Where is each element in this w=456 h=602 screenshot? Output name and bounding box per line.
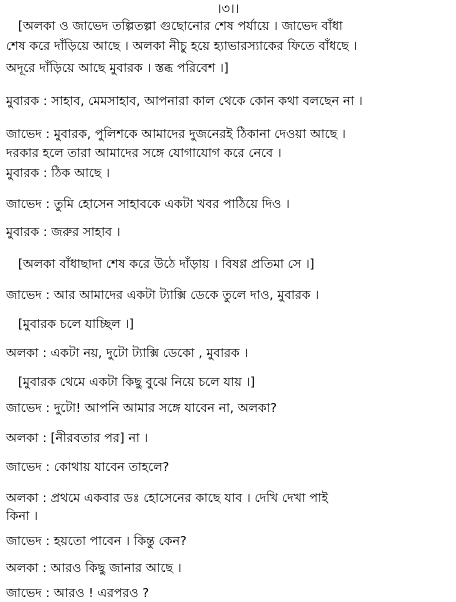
stage-direction-line: অদূরে দাঁড়িয়ে আছে মুবারক । স্তব্ধ পরিবেশ ।] [6, 60, 229, 75]
stage-direction-line: [অলকা ও জাভেদ তল্পিতল্পা গুছোনোর শেষ পর্যায়ে । জাভেদ বাঁধা [18, 18, 343, 33]
dialogue-line: অলকা : [নীরবতার পর] না । [6, 430, 149, 445]
stage-direction-line: শেষ করে দাঁড়িয়ে আছে । অলকা নীচু হয়ে হ্যাভারস্যাকের ফিতে বাঁধছে । [6, 38, 358, 53]
dialogue-line: মুবারক : ঠিক আছে । [6, 165, 110, 180]
dialogue-line: জাভেদ : কোথায় যাবেন তাহলে? [6, 459, 170, 474]
stage-direction-line: [মুবারক চলে যাচ্ছিল ।] [18, 316, 134, 331]
stage-direction-line: [মুবারক থেমে একটা কিছু বুঝে নিয়ে চলে যায় ।] [18, 374, 256, 389]
dialogue-line: মুবারক : জরুর সাহাব । [6, 224, 121, 239]
dialogue-line: জাভেদ : দুটো! আপনি আমার সঙ্গে যাবেন না, অলকা? [6, 400, 277, 415]
dialogue-line: অলকা : একটা নয়, দুটো ট্যাক্সি ডেকো , মুবারক । [6, 345, 249, 360]
dialogue-line: জাভেদ : মুবারক, পুলিশকে আমাদের দুজনেরই ঠিকানা দেওয়া আছে । [6, 126, 346, 141]
dialogue-line: জাভেদ : হয়তো পাবেন । কিন্তু কেন? [6, 533, 187, 548]
stage-direction-line: [অলকা বাঁধাছাদা শেষ করে উঠে দাঁড়ায় । বিষণ্ণ প্রতিমা সে ।] [18, 256, 315, 271]
page-number: ।৩।। [216, 2, 240, 17]
dialogue-line: অলকা : আরও কিছু জানার আছে । [6, 560, 182, 575]
dialogue-line: অলকা : প্রথমে একবার ডঃ হোসেনের কাছে যাব । দেখি দেখা পাই [6, 490, 329, 505]
dialogue-line: মুবারক : সাহাব, মেমসাহাব, আপনারা কাল থেকে কোন কথা বলছেন না । [6, 93, 363, 108]
dialogue-line: জাভেদ : আরও ! এরপরও ? [6, 585, 150, 600]
dialogue-line: কিনা । [6, 508, 38, 523]
dialogue-line: দরকার হলে তারা আমাদের সঙ্গে যোগাযোগ করে নেবে । [6, 145, 282, 160]
dialogue-line: জাভেদ : তুমি হোসেন সাহাবকে একটা খবর পাঠিয়ে দিও । [6, 196, 290, 211]
dialogue-line: জাভেদ : আর আমাদের একটা ট্যাক্সি ডেকে তুলে দাও, মুবারক । [6, 287, 319, 302]
